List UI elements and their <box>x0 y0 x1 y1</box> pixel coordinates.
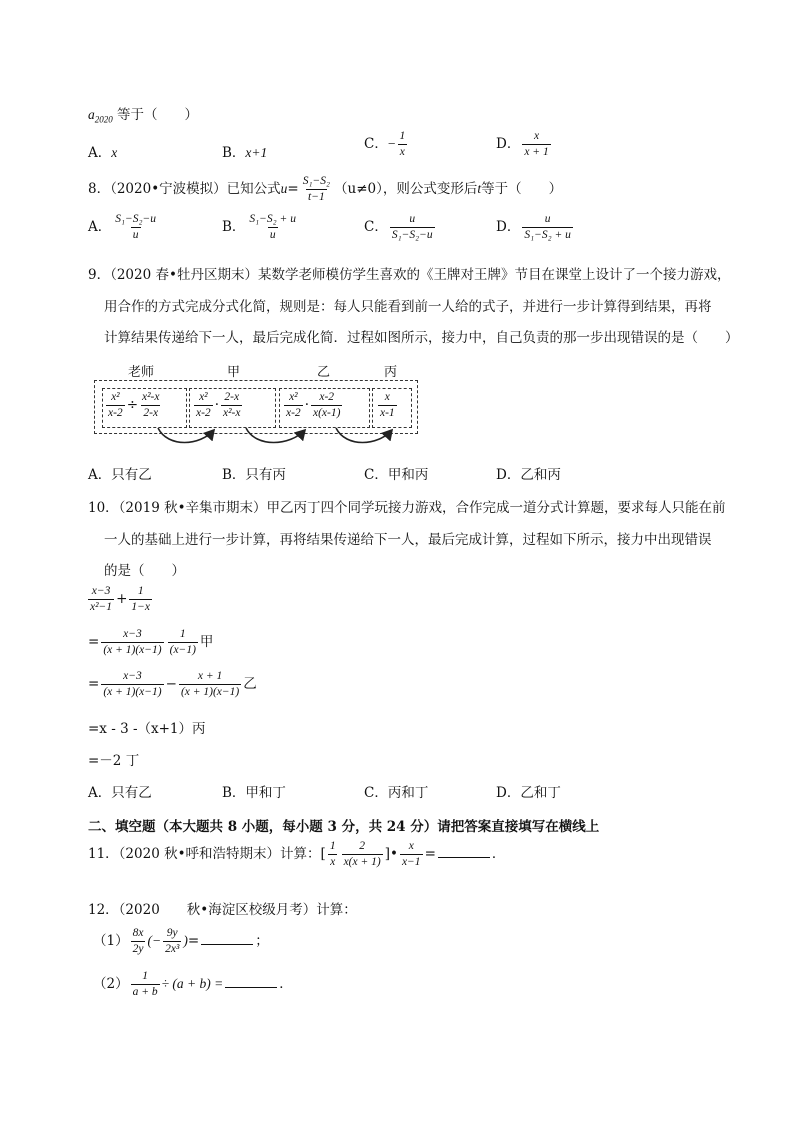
q10-step-ding: =－2 丁 <box>88 753 140 769</box>
part-end: ． <box>279 976 293 992</box>
eq-sign: = <box>88 634 100 650</box>
q11-mid: ]• <box>384 846 398 862</box>
role-jia-label: 甲 <box>227 365 241 380</box>
fraction-denominator: x−1 <box>401 856 421 868</box>
operator: · <box>304 397 309 413</box>
fraction <box>131 927 146 956</box>
fraction-denominator: S₁−S₂ + u <box>524 229 571 241</box>
option-text: 丙和丁 <box>387 785 429 801</box>
q10-option-d[interactable] <box>496 781 561 801</box>
student-name: 甲 <box>199 634 214 650</box>
option-label: A． <box>88 145 112 161</box>
option-text: 只有丙 <box>245 467 286 483</box>
eq-sign: = <box>88 676 100 692</box>
q12-part-1 <box>93 927 269 956</box>
fraction-numerator: x² <box>111 391 120 403</box>
answer-blank[interactable] <box>438 845 490 858</box>
option-label: C． <box>364 467 388 483</box>
fraction-denominator: a + b <box>132 986 158 998</box>
q7-option-a[interactable] <box>88 141 117 161</box>
fraction-denominator: (x−1) <box>169 644 196 656</box>
option-label: C． <box>364 136 388 152</box>
answer-blank[interactable] <box>225 975 277 988</box>
part-label: （2） <box>93 976 129 992</box>
fraction-numerator: x−3 <box>123 628 142 640</box>
yi-expression <box>282 391 344 420</box>
option-fraction <box>397 130 407 159</box>
fraction-numerator: S₁−S₂ <box>302 175 330 187</box>
q10-expression <box>86 585 154 614</box>
section-heading: 二、填空题（本大题共 8 小题，每小题 3 分，共 24 分）请把答案直接填写在横线上 <box>88 819 600 835</box>
fraction-denominator: 2y <box>132 943 144 955</box>
fraction-numerator: 1 <box>399 130 406 142</box>
q8-prefix: 8．（2020•宁波模拟）已知公式 <box>88 181 281 197</box>
q10-step-jia <box>88 628 213 657</box>
fraction-numerator: x <box>408 840 414 852</box>
fraction <box>221 391 243 420</box>
option-label: D． <box>496 136 521 152</box>
role-yi-label: 乙 <box>317 365 331 380</box>
option-fraction <box>390 213 435 242</box>
eq-sign: = <box>187 933 200 949</box>
fraction-denominator: x-2 <box>196 407 211 419</box>
paren-open: (− <box>147 933 162 948</box>
q10-option-b[interactable] <box>222 781 286 801</box>
part-label: （1） <box>93 933 129 949</box>
fraction-denominator: x(x + 1) <box>343 856 381 868</box>
option-text: 甲和丁 <box>245 785 286 801</box>
fraction-numerator: x-2 <box>319 391 335 403</box>
q8-formula-fraction <box>301 175 332 204</box>
q10-step-bing: =x - 3 -（x+1）丙 <box>88 721 206 737</box>
fraction-numerator: x <box>533 130 540 142</box>
role-teacher-label: 老师 <box>128 365 155 380</box>
option-text: 甲和丙 <box>387 467 429 483</box>
fraction-numerator: 1 <box>179 628 186 640</box>
option-text: 乙和丙 <box>520 467 561 483</box>
fraction-denominator: u <box>269 229 276 241</box>
fraction-denominator: x²-x <box>222 407 241 419</box>
operator: + <box>116 591 128 607</box>
fraction <box>163 927 181 956</box>
option-label: D． <box>496 219 521 235</box>
option-fraction <box>522 130 550 159</box>
option-label: A． <box>88 785 112 801</box>
q7-stem <box>88 103 198 125</box>
fraction-denominator: S₁−S₂−u <box>391 229 433 241</box>
fraction-denominator: x²−1 <box>90 601 113 613</box>
paren-close: ) <box>183 933 188 948</box>
option-label: A． <box>88 219 112 235</box>
fraction <box>129 585 152 614</box>
fraction-numerator: x + 1 <box>197 670 223 682</box>
fraction-denominator: x-2 <box>108 407 123 419</box>
teacher-expression <box>104 391 164 420</box>
fraction-denominator: (x + 1)(x−1) <box>103 644 162 656</box>
option-fraction <box>522 213 573 242</box>
fraction-denominator: (x + 1)(x−1) <box>103 686 162 698</box>
option-text: 乙和丁 <box>520 785 561 801</box>
q7-stem-var: a <box>88 107 95 122</box>
fraction <box>88 585 114 614</box>
q10-line-1: 10．（2019 秋•辛集市期末）甲乙丙丁四个同学玩接力游戏，合作完成一道分式计算题，要求每人只能在前 <box>88 500 726 516</box>
option-fraction <box>247 213 298 242</box>
fraction <box>131 970 160 999</box>
option-text: 只有乙 <box>111 467 152 483</box>
fraction-numerator: 9y <box>166 927 178 939</box>
fraction <box>311 391 342 420</box>
fraction <box>140 391 162 420</box>
fraction-denominator: x <box>330 856 336 868</box>
fraction-denominator: 2-x <box>143 407 159 419</box>
fraction-numerator: 2 <box>359 840 365 852</box>
fraction <box>168 628 198 657</box>
fraction-numerator: u <box>409 213 416 225</box>
fraction-denominator: x <box>399 146 405 158</box>
q10-line-3: 的是（ ） <box>104 563 185 579</box>
option-label: B． <box>222 145 246 161</box>
fraction-numerator: 1 <box>329 840 336 852</box>
q10-line-2: 一人的基础上进行一步计算，再将结果传递给下一人，最后完成计算，过程如下所示，接力中出现错误 <box>104 532 712 548</box>
fraction <box>378 391 397 420</box>
fraction-denominator: u <box>132 229 139 241</box>
fraction <box>194 391 213 420</box>
q8-option-c[interactable] <box>364 213 437 242</box>
expression-rest: ÷ (a + b) = <box>161 976 224 991</box>
fraction-numerator: u <box>544 213 551 225</box>
option-text: x <box>111 145 118 160</box>
fraction <box>328 840 338 869</box>
option-label: C． <box>364 219 388 235</box>
q11 <box>88 840 505 869</box>
q12-title: 12．（2020 秋•海淀区校级月考）计算： <box>88 902 357 918</box>
q8-option-b[interactable] <box>222 213 300 242</box>
fraction-numerator: x−3 <box>91 585 111 597</box>
q9-option-b[interactable] <box>222 463 286 483</box>
q7-stem-sub: 2020 <box>94 114 113 125</box>
part-end: ； <box>255 933 269 949</box>
fraction <box>400 840 423 869</box>
q9-option-d[interactable] <box>496 463 561 483</box>
operator: ÷ <box>126 397 138 413</box>
fraction <box>179 670 241 699</box>
q8-var-u: u <box>280 181 288 196</box>
option-label: A． <box>88 467 112 483</box>
option-sign: − <box>387 136 396 151</box>
q8-suffix: 等于（ ） <box>481 181 563 197</box>
role-bing-label: 丙 <box>384 365 398 380</box>
fraction-denominator: x-1 <box>380 407 395 419</box>
fraction-numerator: x² <box>199 391 208 403</box>
fraction-numerator: 1 <box>137 585 144 597</box>
q8-option-a[interactable] <box>88 213 160 242</box>
q8-var-t: t <box>477 181 482 196</box>
q10-option-c[interactable] <box>364 781 428 801</box>
q9-line-2: 用合作的方式完成分式化简，规则是：每人只能看到前一人给的式子，并进行一步计算得到结果，再将 <box>104 299 712 315</box>
q7-option-d[interactable] <box>496 130 553 159</box>
q10-option-a[interactable] <box>88 781 152 801</box>
fraction-denominator: 2x³ <box>165 943 180 955</box>
option-text: x+1 <box>245 145 268 160</box>
q9-option-c[interactable] <box>364 463 428 483</box>
fraction-numerator: 8x <box>132 927 144 939</box>
eq-sign: = <box>424 846 436 862</box>
fraction-numerator: S₁−S₂−u <box>115 213 157 225</box>
q7-option-b[interactable] <box>222 141 267 161</box>
fraction-numerator: x <box>384 391 390 403</box>
fraction-numerator: x²-x <box>142 391 160 403</box>
fraction-denominator: x + 1 <box>524 146 549 158</box>
operator: − <box>165 676 177 692</box>
bing-expression <box>376 391 399 420</box>
q8-option-d[interactable] <box>496 213 575 242</box>
option-label: C． <box>364 785 388 801</box>
fraction <box>284 391 303 420</box>
q10-step-yi <box>88 670 257 699</box>
fraction-numerator: x−3 <box>123 670 142 682</box>
fraction-numerator: x² <box>289 391 298 403</box>
q12-part-2 <box>93 970 293 999</box>
fraction-denominator: x(x-1) <box>312 407 341 419</box>
fraction <box>101 670 163 699</box>
fraction-denominator: (x + 1)(x−1) <box>180 686 240 698</box>
q8-stem <box>88 175 562 204</box>
option-label: D． <box>496 785 521 801</box>
q9-line-1: 9．（2020 春•牡丹区期末）某数学老师模仿学生喜欢的《王牌对王牌》节目在课堂上设计了一个接力游戏， <box>88 267 731 283</box>
student-name: 乙 <box>243 676 257 692</box>
fraction <box>342 840 383 869</box>
option-label: B． <box>222 467 246 483</box>
fraction <box>101 628 163 657</box>
q9-option-a[interactable] <box>88 463 152 483</box>
answer-blank[interactable] <box>201 932 253 945</box>
fraction-numerator: 1 <box>142 970 148 982</box>
q9-line-3: 计算结果传递给下一人，最后完成化简．过程如图所示，接力中，自己负责的那一步出现错误的是（ ） <box>104 330 739 346</box>
option-label: B． <box>222 219 246 235</box>
option-text: 只有乙 <box>111 785 152 801</box>
fraction <box>106 391 125 420</box>
q8-eq: = <box>287 181 299 197</box>
operator: · <box>214 397 219 413</box>
option-fraction <box>113 213 158 242</box>
fraction-denominator: 1−x <box>131 601 150 613</box>
option-label: B． <box>222 785 246 801</box>
option-label: D． <box>496 467 521 483</box>
q7-option-c[interactable] <box>364 130 409 159</box>
fraction-denominator: x-2 <box>286 407 301 419</box>
fraction-denominator: t−1 <box>308 191 325 203</box>
fraction-numerator: 2-x <box>224 391 240 403</box>
q7-stem-text: 等于（ ） <box>117 107 199 123</box>
fraction-numerator: S₁−S₂ + u <box>249 213 296 225</box>
q8-condition: （u≠0），则公式变形后 <box>334 181 478 197</box>
jia-expression <box>192 391 244 420</box>
q11-prefix: 11．（2020 秋•呼和浩特期末）计算：[ <box>88 846 326 862</box>
q11-end: ． <box>491 846 506 862</box>
